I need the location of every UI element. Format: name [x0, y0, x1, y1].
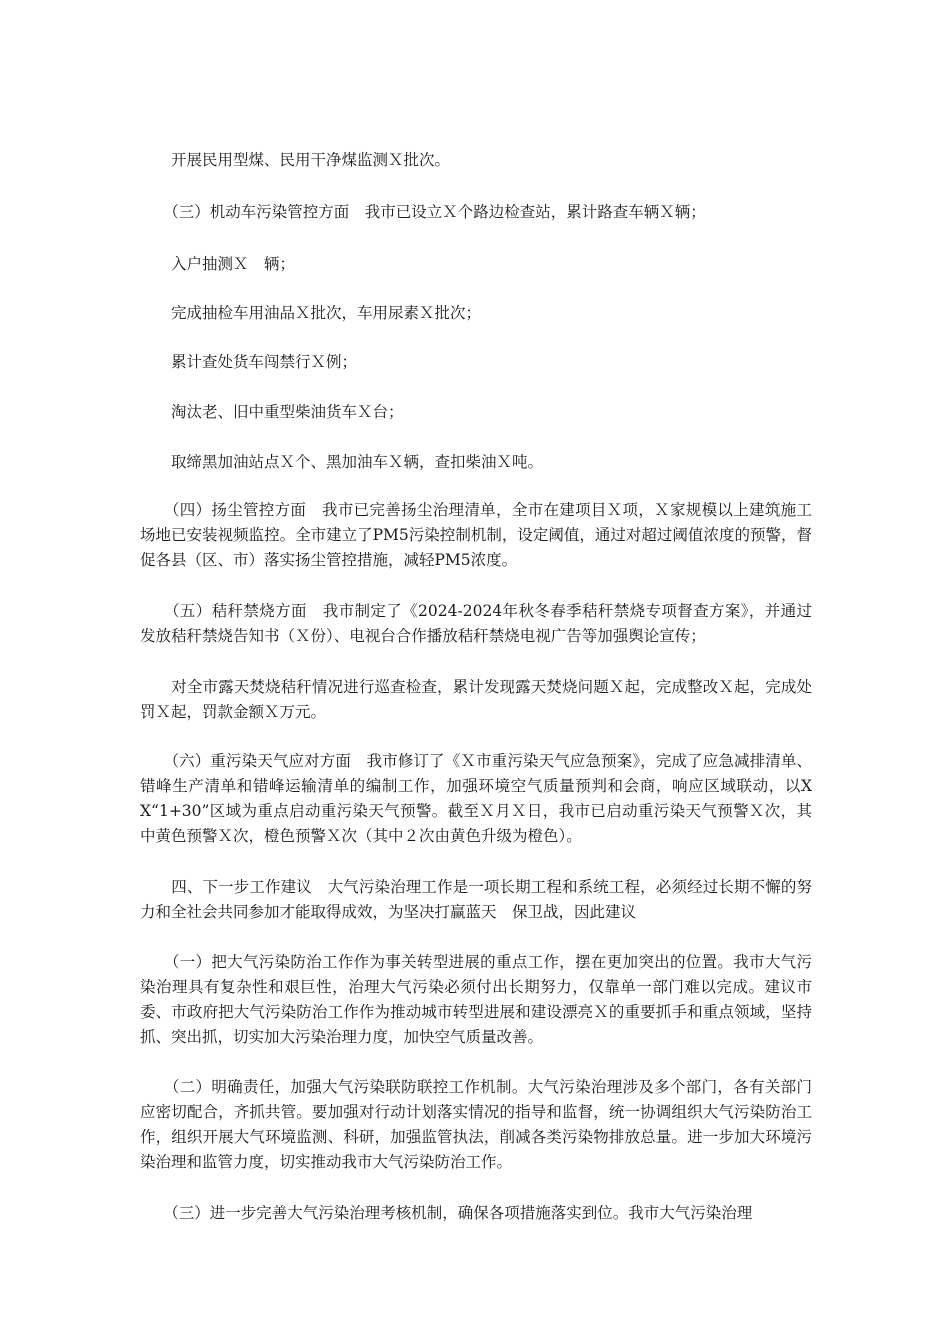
paragraph-vehicle-control: （三）机动车污染管控方面 我市已设立Ｘ个路边检查站，累计路查车辆Ｘ辆；	[140, 203, 706, 221]
paragraph-coal-monitoring: 开展民用型煤、民用干净煤监测Ｘ批次。	[140, 151, 451, 169]
paragraph-suggestion-three: （三）进一步完善大气污染治理考核机制，确保各项措施落实到位。我市大气污染治理	[140, 1204, 753, 1222]
paragraph-truck-violations: 累计查处货车闯禁行Ｘ例；	[140, 353, 358, 371]
paragraph-heavy-pollution: （六）重污染天气应对方面 我市修订了《Ｘ市重污染天气应急预案》，完成了应急减排清单、错峰生产清单和错峰运输清单的编制工作，加强环境空气质量预判和会商，响应区域联动，以XX“1+30”区域为重点启动重污染天气预警。截至Ｘ月Ｘ日，我市已启动重污染天气预警Ｘ次，其中黄色预警Ｘ次，橙色预警Ｘ次（其中２次由黄色升级为橙色）。	[140, 752, 812, 845]
paragraph-straw-inspection: 对全市露天焚烧秸秆情况进行巡查检查，累计发现露天焚烧问题Ｘ起，完成整改Ｘ起，完成处罚Ｘ起，罚款金额Ｘ万元。	[140, 678, 812, 721]
paragraph-diesel-trucks: 淘汰老、旧中重型柴油货车Ｘ台；	[140, 403, 404, 421]
paragraph-suggestion-one: （一）把大气污染防治工作作为事关转型进展的重点工作，摆在更加突出的位置。我市大气污染治理具有复杂性和艰巨性，治理大气污染必须付出长期努力，仅靠单一部门难以完成。建议市委、市政府把大气污染防治工作作为推动城市转型进展和建设漂亮Ｘ的重要抓手和重点领域，坚持抓、突出抓，切实加大污染治理力度，加快空气质量改善。	[140, 953, 812, 1046]
paragraph-illegal-fuel: 取缔黑加油站点Ｘ个、黑加油车Ｘ辆，查扣柴油Ｘ吨。	[140, 453, 544, 471]
paragraph-next-steps: 四、下一步工作建议 大气污染治理工作是一项长期工程和系统工程，必须经过长期不懈的努力和全社会共同参加才能取得成效，为坚决打赢蓝天 保卫战，因此建议	[140, 878, 812, 921]
paragraph-fuel-sampling: 完成抽检车用油品Ｘ批次，车用尿素Ｘ批次；	[140, 304, 482, 322]
paragraph-dust-control: （四）扬尘管控方面 我市已完善扬尘治理清单，全市在建项目Ｘ项，Ｘ家规模以上建筑施工场地已安装视频监控。全市建立了PM5污染控制机制，设定阈值，通过对超过阈值浓度的预警，督促各县（区、市）落实扬尘管控措施，减轻PM5浓度。	[140, 501, 812, 569]
paragraph-suggestion-two: （二）明确责任，加强大气污染联防联控工作机制。大气污染治理涉及多个部门，各有关部门应密切配合，齐抓共管。要加强对行动计划落实情况的指导和监督，统一协调组织大气污染防治工作，组织开展大气环境监测、科研，加强监管执法，削减各类污染物排放总量。进一步加大环境污染治理和监管力度，切实推动我市大气污染防治工作。	[140, 1078, 812, 1171]
paragraph-household-testing: 入户抽测Ｘ 辆；	[140, 255, 296, 273]
paragraph-straw-burning: （五）秸秆禁烧方面 我市制定了《2024-2024年秋冬春季秸秆禁烧专项督查方案》，并通过发放秸秆禁烧告知书（Ｘ份）、电视台合作播放秸秆禁烧电视广告等加强舆论宣传；	[140, 602, 812, 645]
